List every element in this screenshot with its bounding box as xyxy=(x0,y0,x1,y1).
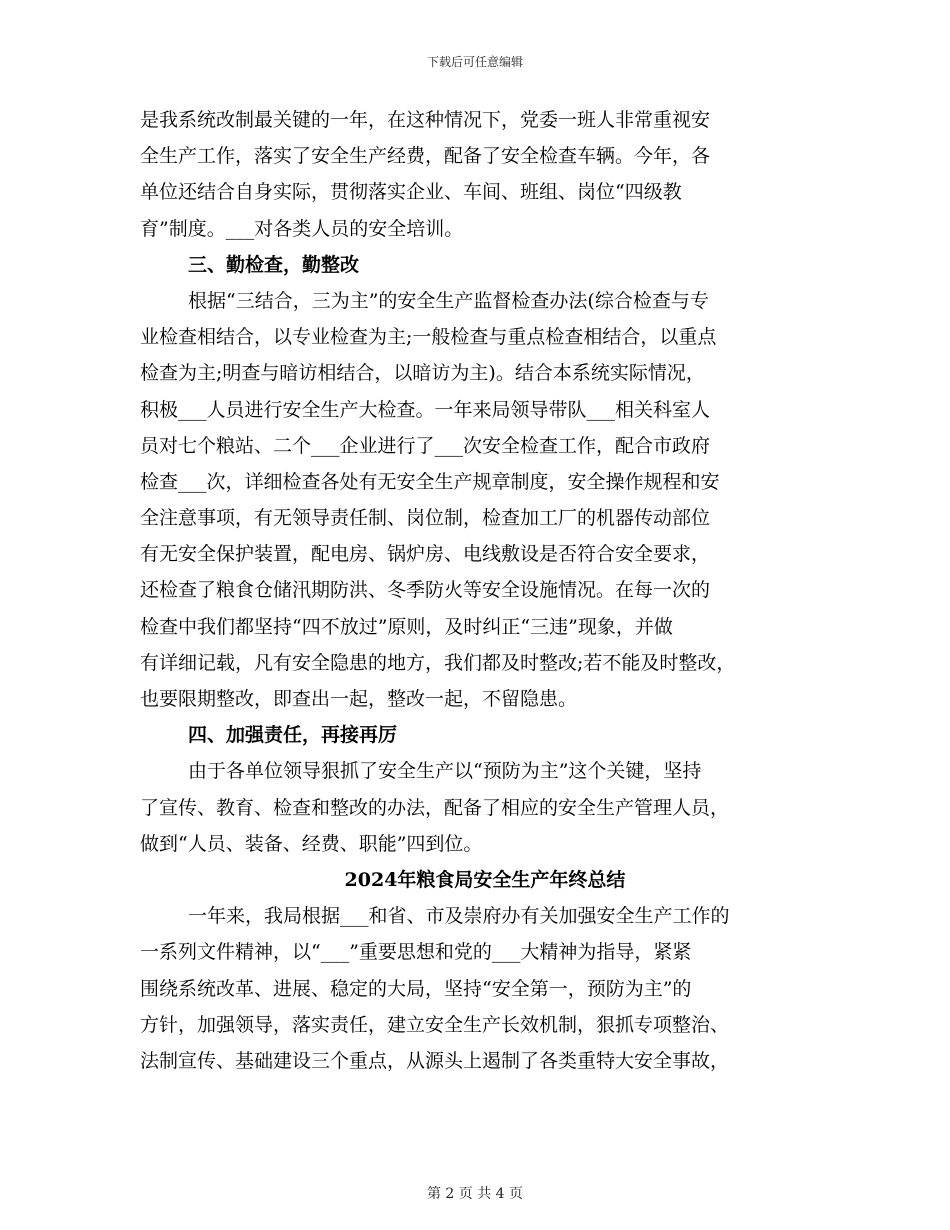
paragraph-line: 了宣传、教育、检查和整改的办法，配备了相应的安全生产管理人员， xyxy=(140,796,730,819)
paragraph-first-line: 根据“三结合，三为主”的安全生产监督检查办法(综合检查与专 xyxy=(188,289,709,312)
paragraph-line: 业检查相结合，以专业检查为主;一般检查与重点检查相结合，以重点 xyxy=(140,326,717,349)
paragraph-line: 积极___人员进行安全生产大检查。一年来局领导带队___相关科室人 xyxy=(140,398,711,421)
paragraph-line: 一系列文件精神，以“___”重要思想和党的___大精神为指导，紧紧 xyxy=(140,941,692,964)
section-heading: 三、勤检查，勤整改 xyxy=(188,253,360,276)
paragraph-line: 全生产工作，落实了安全生产经费，配备了安全检查车辆。今年，各 xyxy=(140,145,711,168)
page-header: 下载后可任意编辑 xyxy=(426,55,523,69)
paragraph-line: 检查为主;明查与暗访相结合，以暗访为主)。结合本系统实际情况， xyxy=(140,362,705,385)
paragraph-line: 员对七个粮站、二个___企业进行了___次安全检查工作，配合市政府 xyxy=(140,434,711,457)
paragraph-line: 检查中我们都坚持“四不放过”原则，及时纠正“三违”现象，并做 xyxy=(140,615,673,638)
paragraph-line: 围绕系统改革、进展、稳定的大局，坚持“安全第一，预防为主”的 xyxy=(140,977,692,1000)
paragraph-first-line: 由于各单位领导狠抓了安全生产以“预防为主”这个关键，坚持 xyxy=(188,760,702,783)
page-footer: 第 2 页 共 4 页 xyxy=(426,1186,524,1202)
paragraph-line: 有无安全保护装置，配电房、锅炉房、电线敷设是否符合安全要求， xyxy=(140,543,711,566)
paragraph-line: 做到“人员、装备、经费、职能”四到位。 xyxy=(140,832,483,855)
document-body xyxy=(140,102,830,1079)
paragraph-line: 方针，加强领导，落实责任，建立安全生产长效机制，狠抓专项整治、 xyxy=(140,1013,730,1036)
section-heading: 四、加强责任，再接再厉 xyxy=(188,724,398,747)
paragraph-first-line: 一年来，我局根据___和省、市及崇府办有关加强安全生产工作的 xyxy=(188,905,730,928)
paragraph-line: 全注意事项，有无领导责任制、岗位制，检查加工厂的机器传动部位 xyxy=(140,507,711,530)
paragraph-line: 育”制度。___对各类人员的安全培训。 xyxy=(140,217,464,240)
paragraph-line: 法制宣传、基础建设三个重点，从源头上遏制了各类重特大安全事故， xyxy=(140,1049,730,1072)
document-title: 2024年粮食局安全生产年终总结 xyxy=(344,868,626,891)
paragraph-line: 是我系统改制最关键的一年，在这种情况下，党委一班人非常重视安 xyxy=(140,109,711,131)
paragraph-line: 还检查了粮食仓储汛期防洪、冬季防火等安全设施情况。在每一次的 xyxy=(140,579,711,602)
paragraph-line: 检查___次，详细检查各处有无安全生产规章制度，安全操作规程和安 xyxy=(140,470,720,493)
paragraph-line: 也要限期整改，即查出一起，整改一起，不留隐患。 xyxy=(140,688,578,710)
paragraph-line: 有详细记载，凡有安全隐患的地方，我们都及时整改;若不能及时整改， xyxy=(140,651,736,674)
paragraph-line: 单位还结合自身实际，贯彻落实企业、车间、班组、岗位“四级教 xyxy=(140,181,682,204)
